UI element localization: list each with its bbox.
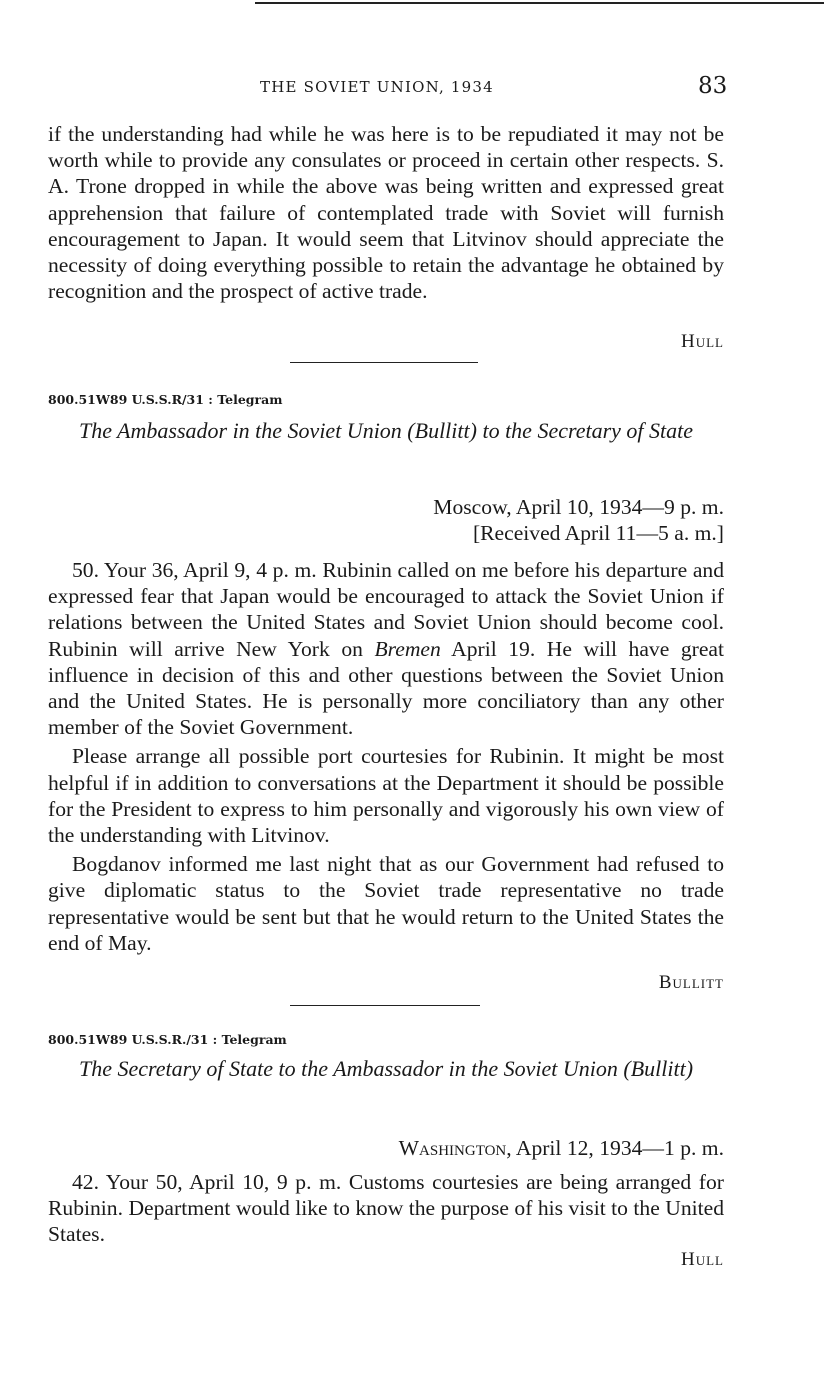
signature-hull-1: Hull: [681, 331, 724, 352]
dateline-time: , April 12, 1934—1 p. m.: [506, 1136, 724, 1160]
telegram-50-body: [48, 557, 724, 956]
telegram-50-paragraph-1: [48, 557, 724, 740]
dateline-moscow: Moscow, April 10, 1934—9 p. m.: [433, 495, 724, 519]
paragraph-1-part-a: 50. Your 36, April 9, 4 p. m. Rubinin called on me before his departure and expressed fear that Japan would be encouraged to attack the Soviet Union if relations between the United States and Soviet Union should become cool. Rubinin will arrive New York on: [48, 558, 724, 661]
telegram-50-paragraph-2: Please arrange all possible port courtesies for Rubinin. It might be most helpful if in addition to conversations at the Department it should be possible for the President to express to him personally and vigorously his own view of the understanding with Litvinov.: [48, 744, 724, 848]
page-number: 83: [698, 73, 728, 99]
continuation-paragraph: if the understanding had while he was here is to be repudiated it may not be worth while to provide any consulates or proceed in certain other respects. S. A. Trone dropped in while the above was being written and expressed great apprehension that failure of contemplated trade with Soviet will furnish encouragement to Japan. It would seem that Litvinov should appreciate the necessity of doing everything possible to retain the advantage he obtained by recognition and the prospect of active trade.: [48, 122, 724, 304]
received-line: [Received April 11—5 a. m.]: [472, 521, 724, 545]
document-title-2: The Secretary of State to the Ambassador in the Soviet Union (Bullitt): [78, 1056, 694, 1081]
telegram-42-paragraph: 42. Your 50, April 10, 9 p. m. Customs courtesies are being arranged for Rubinin. Department would like to know the purpose of his visit to the United States.: [48, 1170, 724, 1247]
dateline-place: Washington: [398, 1136, 507, 1160]
telegram-42-body: [48, 1169, 724, 1248]
paragraph-1-part-b: April 19. He will have great influence in decision of this and other questions between the Soviet Union and the United States. He is personally more conciliatory than any other member of the Soviet Government.: [48, 636, 724, 740]
document-title-1: The Ambassador in the Soviet Union (Bullitt) to the Secretary of State: [78, 418, 694, 443]
continuation-text-block: [48, 121, 724, 304]
ship-name-bremen: Bremen: [374, 636, 441, 661]
top-page-rule: [255, 2, 824, 4]
section-divider-1: [290, 362, 478, 363]
signature-bullitt: Bullitt: [658, 972, 724, 993]
file-reference-2: 800.51W89 U.S.S.R./31 : Telegram: [48, 1032, 287, 1047]
file-reference-1: 800.51W89 U.S.S.R/31 : Telegram: [48, 392, 283, 407]
dateline-washington: [399, 1135, 724, 1161]
signature-hull-2: Hull: [681, 1249, 724, 1270]
section-divider-2: [290, 1005, 480, 1006]
telegram-50-paragraph-3: Bogdanov informed me last night that as our Government had refused to give diplomatic status to the Soviet trade representative no trade representative would be sent but that he would return to the United States the end of May.: [48, 852, 724, 955]
running-head: THE SOVIET UNION, 1934: [260, 78, 494, 96]
